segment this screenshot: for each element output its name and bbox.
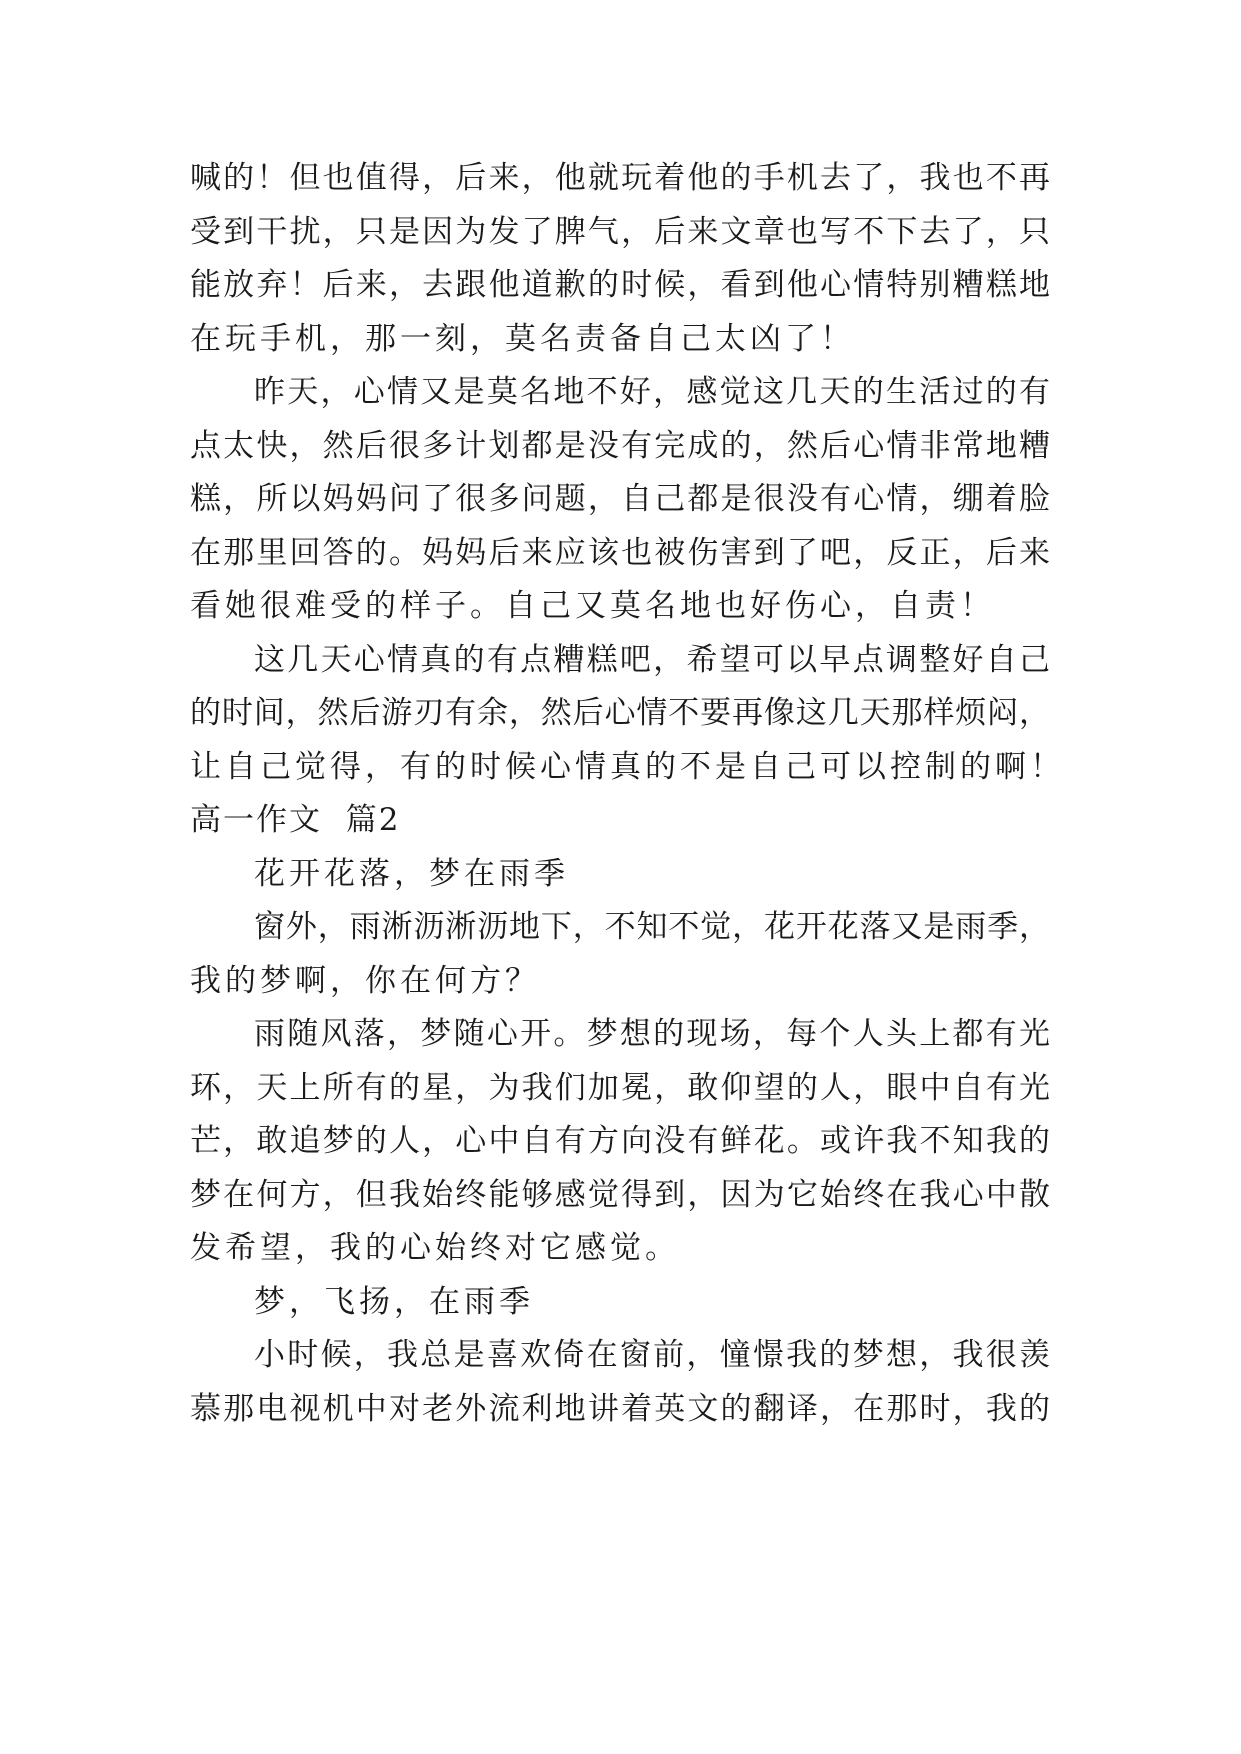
text-line: 糕，所以妈妈问了很多问题，自己都是很没有心情，绷着脸 — [190, 481, 1050, 517]
text-line: 芒，敢追梦的人，心中自有方向没有鲜花。或许我不知我的 — [190, 1123, 1050, 1159]
text-line: 让自己觉得，有的时候心情真的不是自己可以控制的啊！ — [190, 748, 1065, 785]
text-line: 昨天，心情又是莫名地不好，感觉这几天的生活过的有 — [254, 374, 1050, 410]
text-line: 在玩手机，那一刻，莫名责备自己太凶了！ — [190, 320, 855, 357]
text-line: 窗外，雨淅沥淅沥地下，不知不觉，花开花落又是雨季， — [254, 909, 1050, 945]
document-page — [190, 158, 1065, 1442]
section-subtitle: 梦，飞扬，在雨季 — [254, 1283, 534, 1320]
text-line: 环，天上所有的星，为我们加冕，敢仰望的人，眼中自有光 — [190, 1069, 1050, 1106]
text-line: 喊的！但也值得，后来，他就玩着他的手机去了，我也不再 — [190, 160, 1050, 196]
text-line: 这几天心情真的有点糟糕吧，希望可以早点调整好自己 — [254, 641, 1050, 678]
section-heading: 高一作文 篇2 — [190, 802, 401, 838]
text-line: 点太快，然后很多计划都是没有完成的，然后心情非常地糟 — [190, 427, 1050, 464]
text-line: 小时候，我总是喜欢倚在窗前，憧憬我的梦想，我很羡 — [254, 1337, 1050, 1373]
text-line: 梦在何方，但我始终能够感觉得到，因为它始终在我心中散 — [190, 1176, 1050, 1213]
text-line: 能放弃！后来，去跟他道歉的时候，看到他心情特别糟糕地 — [190, 267, 1050, 303]
text-line: 在那里回答的。妈妈后来应该也被伤害到了吧，反正，后来 — [190, 534, 1050, 571]
text-line: 的时间，然后游刃有余，然后心情不要再像这几天那样烦闷， — [190, 695, 1050, 731]
text-line: 我的梦啊，你在何方？ — [190, 962, 540, 999]
text-line: 发希望，我的心始终对它感觉。 — [190, 1230, 680, 1266]
section-subtitle: 花开花落，梦在雨季 — [254, 855, 569, 892]
text-line: 看她很难受的样子。自己又莫名地也好伤心，自责！ — [190, 588, 995, 624]
text-line: 慕那电视机中对老外流利地讲着英文的翻译，在那时，我的 — [190, 1390, 1050, 1427]
text-line: 雨随风落，梦随心开。梦想的现场，每个人头上都有光 — [254, 1016, 1050, 1052]
text-line: 受到干扰，只是因为发了脾气，后来文章也写不下去了，只 — [190, 213, 1050, 250]
